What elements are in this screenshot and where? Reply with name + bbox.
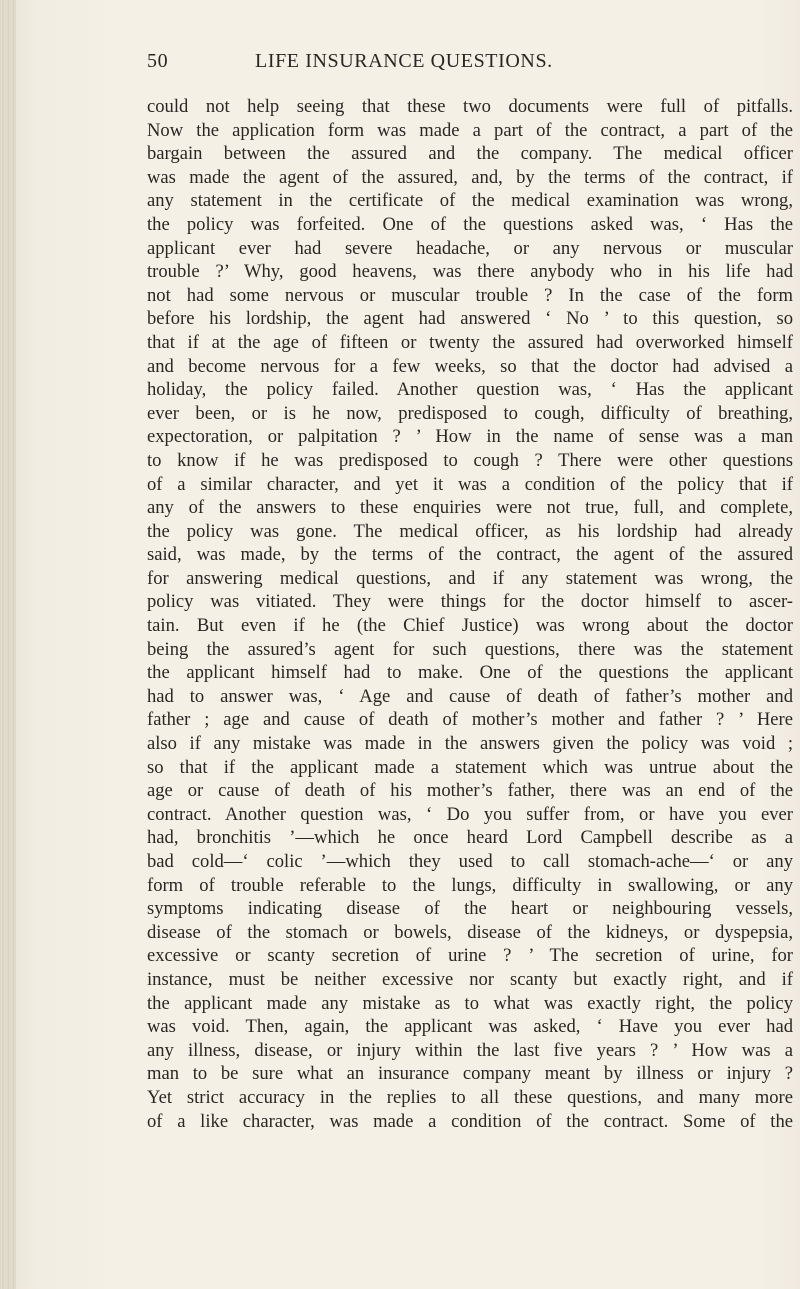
text-line: was made the agent of the assured, and, by the terms of the contract, if	[147, 166, 793, 188]
text-line: of a similar character, and yet it was a condition of the policy that if	[147, 473, 793, 495]
text-line: any illness, disease, or injury within the last five years ? ’ How was a	[147, 1039, 793, 1061]
text-line: expectoration, or palpitation ? ’ How in the name of sense was a man	[147, 426, 793, 448]
text-line: so that if the applicant made a statement which was untrue about the	[147, 756, 793, 778]
body-text	[147, 95, 793, 1133]
text-line: man to be sure what an insurance company meant by illness or injury ?	[147, 1063, 793, 1085]
text-line: being the assured’s agent for such questions, there was the statement	[147, 638, 793, 660]
page-header	[147, 50, 747, 80]
text-line: age or cause of death of his mother’s father, there was an end of the	[147, 780, 793, 802]
text-line: any statement in the certificate of the medical examination was wrong,	[147, 190, 793, 212]
text-line: trouble ?’ Why, good heavens, was there anybody who in his life had	[147, 261, 793, 283]
text-line: ever been, or is he now, predisposed to cough, difficulty of breathing,	[147, 402, 793, 424]
text-line: Now the application form was made a part of the contract, a part of the	[147, 119, 793, 141]
text-line: could not help seeing that these two documents were full of pitfalls.	[147, 96, 793, 117]
text-line: not had some nervous or muscular trouble ? In the case of the form	[147, 284, 793, 306]
text-line: form of trouble referable to the lungs, difficulty in swallowing, or any	[147, 874, 793, 896]
text-line: the policy was gone. The medical officer, as his lordship had already	[147, 520, 793, 542]
running-head: LIFE INSURANCE QUESTIONS.	[255, 50, 553, 72]
text-line: for answering medical questions, and if any statement was wrong, the	[147, 567, 793, 589]
text-line: tain. But even if he (the Chief Justice) was wrong about the doctor	[147, 615, 793, 637]
page-binding-edge	[0, 0, 16, 1289]
text-line: bad cold—‘ colic ’—which they used to call stomach-ache—‘ or any	[147, 851, 793, 872]
text-line: policy was vitiated. They were things for the doctor himself to ascer-	[147, 591, 793, 613]
text-line: holiday, the policy failed. Another question was, ‘ Has the applicant	[147, 379, 793, 401]
text-line: instance, must be neither excessive nor scanty but exactly right, and if	[147, 968, 793, 990]
text-line: symptoms indicating disease of the heart or neighbouring vessels,	[147, 898, 793, 920]
text-line: was void. Then, again, the applicant was asked, ‘ Have you ever had	[147, 1016, 793, 1038]
text-line: excessive or scanty secretion of urine ? ’ The secretion of urine, for	[147, 945, 793, 967]
text-line: had to answer was, ‘ Age and cause of death of father’s mother and	[147, 685, 793, 707]
page-number: 50	[147, 50, 169, 72]
text-line: to know if he was predisposed to cough ? There were other questions	[147, 449, 793, 471]
text-line: the policy was forfeited. One of the questions asked was, ‘ Has the	[147, 213, 793, 235]
text-line: that if at the age of fifteen or twenty the assured had overworked himself	[147, 331, 793, 353]
text-line: Yet strict accuracy in the replies to all these questions, and many more	[147, 1086, 793, 1108]
text-line: of a like character, was made a condition of the contract. Some of the	[147, 1110, 793, 1132]
text-line: the applicant made any mistake as to what was exactly right, the policy	[147, 992, 793, 1014]
text-line: disease of the stomach or bowels, disease of the kidneys, or dyspepsia,	[147, 921, 793, 943]
text-line: applicant ever had severe headache, or any nervous or muscular	[147, 237, 793, 259]
text-line: bargain between the assured and the company. The medical officer	[147, 143, 793, 165]
text-line: and become nervous for a few weeks, so that the doctor had advised a	[147, 355, 793, 377]
text-line: contract. Another question was, ‘ Do you suffer from, or have you ever	[147, 803, 793, 825]
text-line: had, bronchitis ’—which he once heard Lord Campbell describe as a	[147, 827, 793, 849]
text-line: the applicant himself had to make. One of the questions the applicant	[147, 662, 793, 684]
text-line: said, was made, by the terms of the contract, the agent of the assured	[147, 544, 793, 566]
text-line: any of the answers to these enquiries were not true, full, and complete,	[147, 497, 793, 519]
text-line: also if any mistake was made in the answers given the policy was void ;	[147, 733, 793, 755]
text-line: father ; age and cause of death of mother’s mother and father ? ’ Here	[147, 709, 793, 731]
text-line: before his lordship, the agent had answered ‘ No ’ to this question, so	[147, 308, 793, 330]
